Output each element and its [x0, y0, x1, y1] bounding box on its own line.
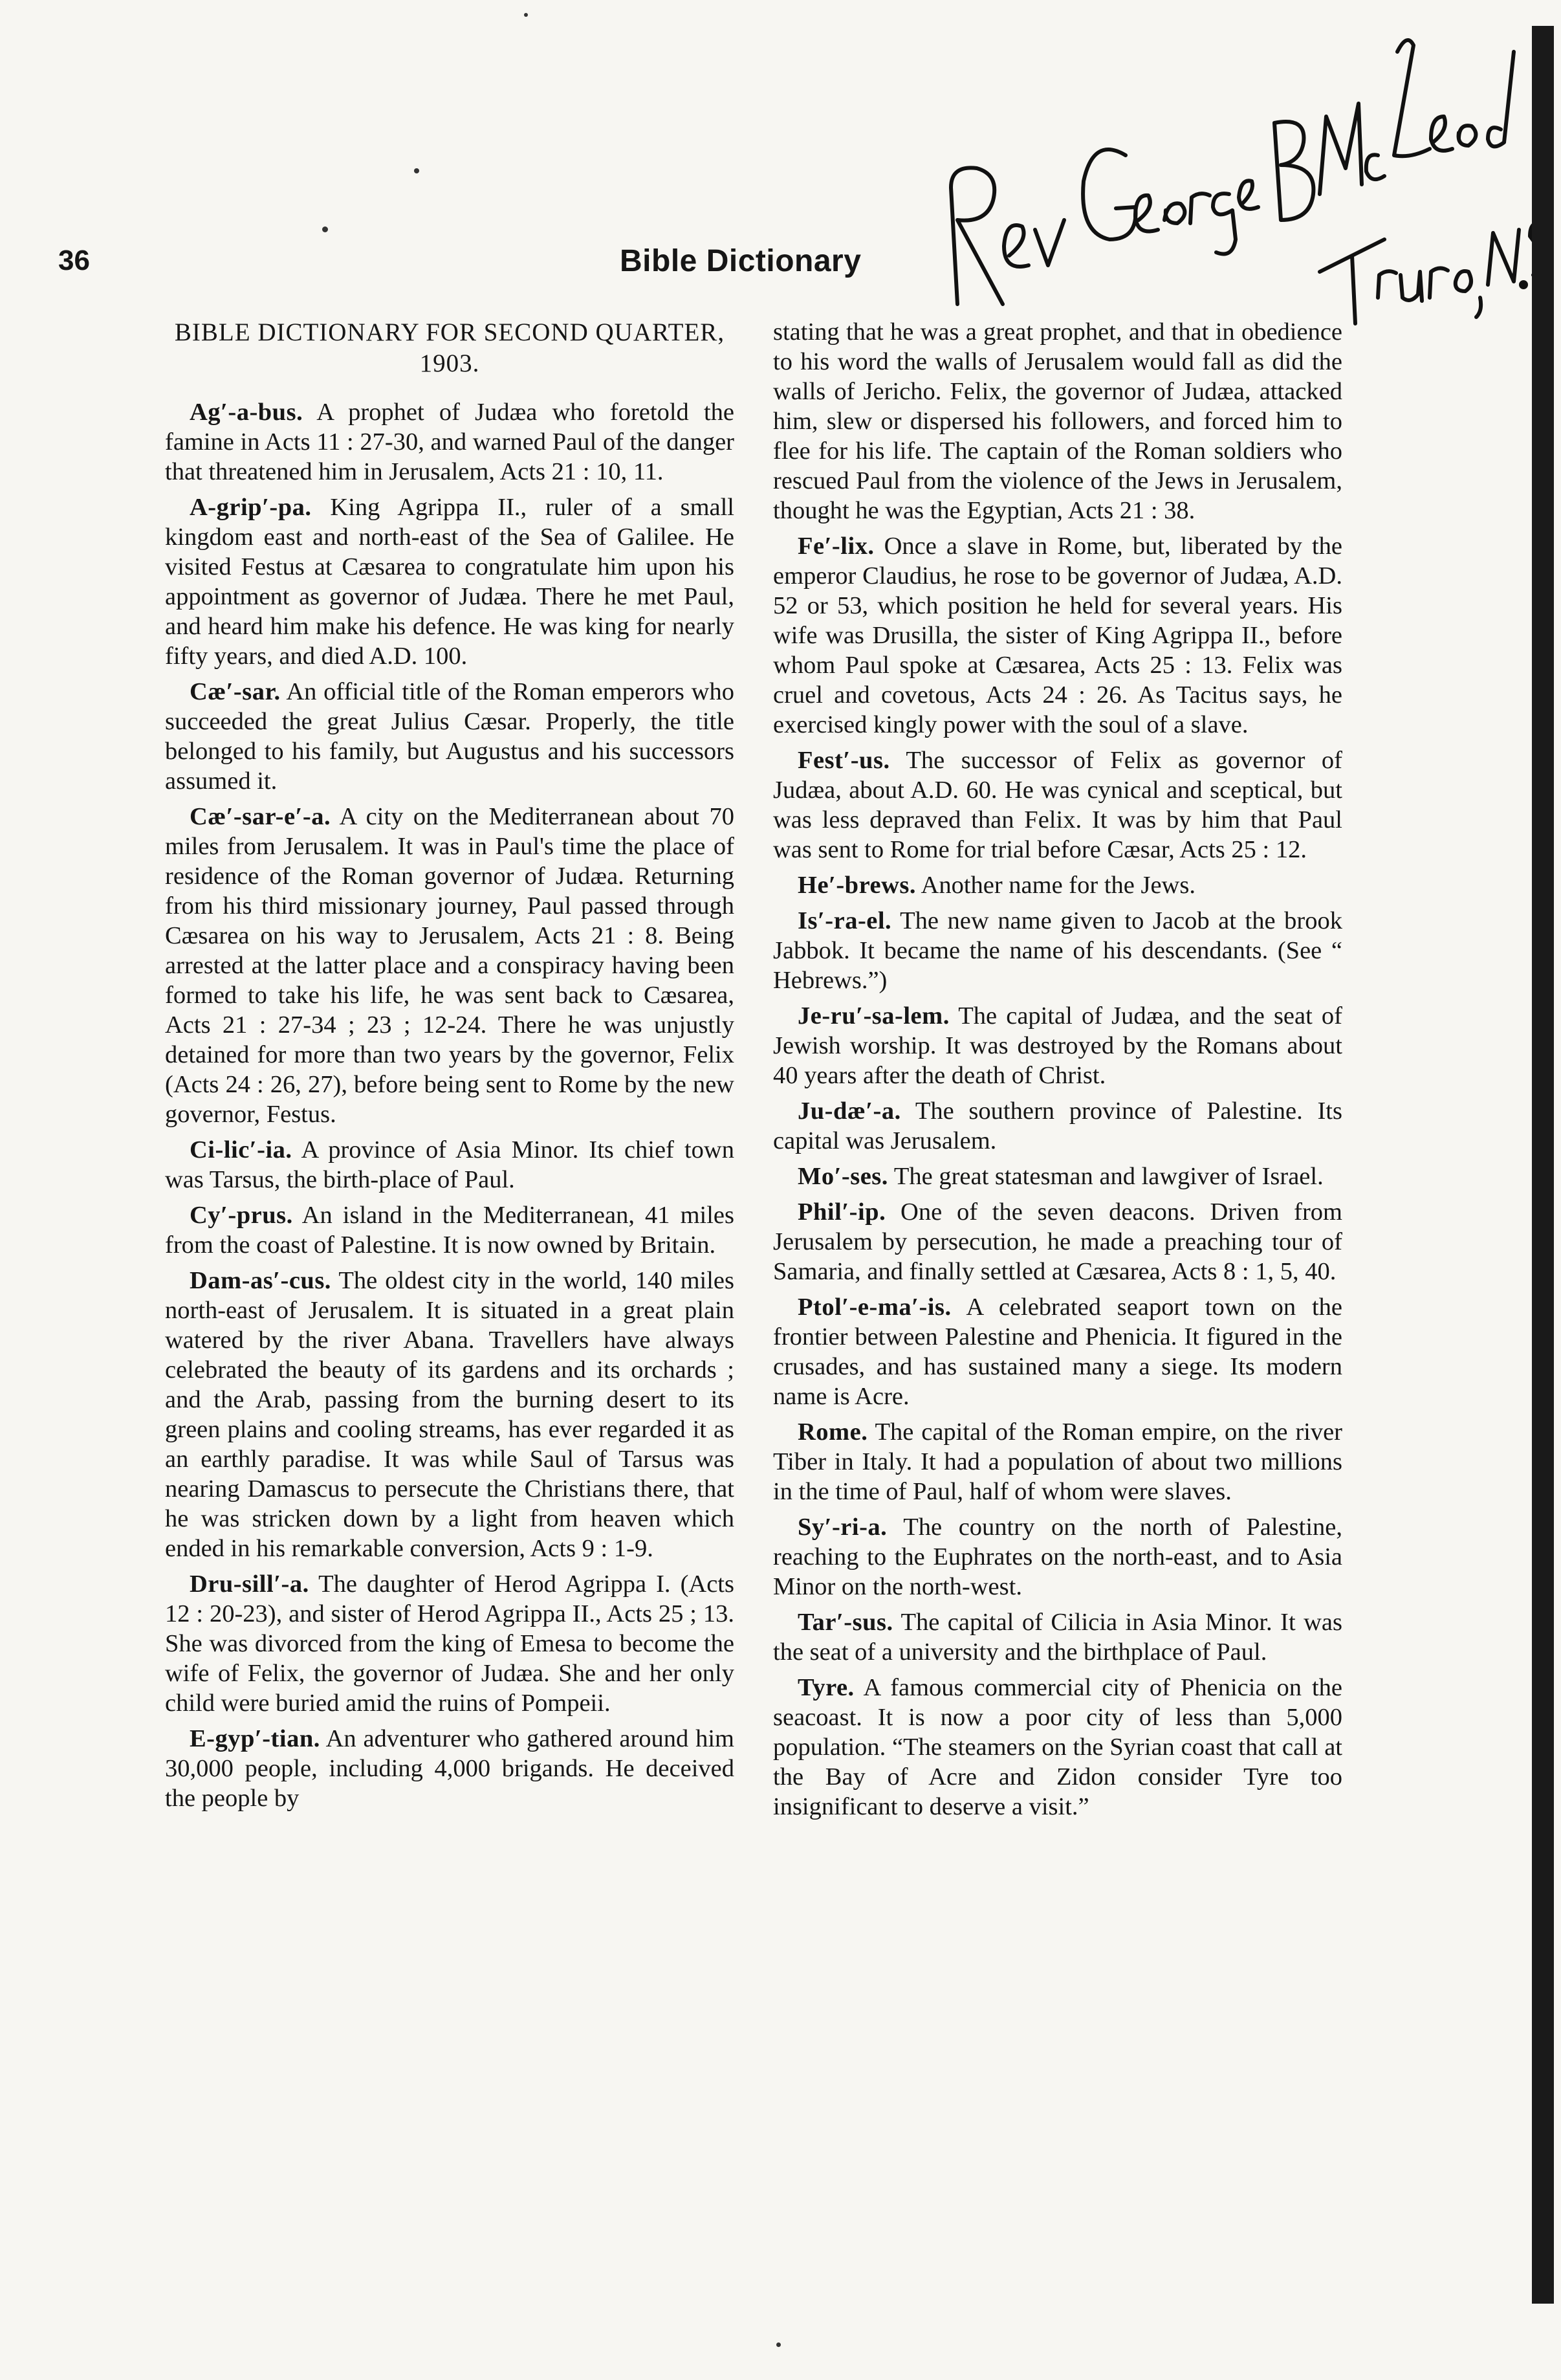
entry-definition: The capital of Judæa, and the seat of Jewish worship. It was destroyed by the Romans about 40 years after the death of Christ. [773, 1002, 1342, 1089]
entry-definition: A celebrated seaport town on the frontier between Palestine and Phenicia. It figured in the crusades, and has sustained many a siege. Its modern name is Acre. [773, 1294, 1342, 1410]
dictionary-entry [165, 802, 734, 1129]
entry-term: Cæ′-sar. [190, 678, 281, 705]
dictionary-entry [165, 677, 734, 796]
entry-term: Ptol′-e-ma′-is. [798, 1294, 952, 1321]
entry-term: Ju-dæ′-a. [798, 1097, 901, 1125]
entry-term: Je-ru′-sa-lem. [798, 1002, 950, 1030]
entry-term: Phil′-ip. [798, 1198, 886, 1226]
dictionary-entry [773, 1417, 1342, 1506]
entry-term: Cæ′-sar-e′-a. [190, 803, 331, 830]
entry-term: Rome. [798, 1418, 868, 1446]
entry-definition: The successor of Felix as governor of Judæa, about A.D. 60. He was cynical and sceptical, but was less depraved than Felix. It was by him that Paul was sent to Rome for trial before Cæsar, Acts 25 : 12. [773, 747, 1342, 863]
entry-term: He′-brews. [798, 872, 916, 899]
dictionary-entry [165, 397, 734, 487]
entry-term: Fest′-us. [798, 747, 890, 774]
dictionary-entry [773, 745, 1342, 865]
entry-definition: The southern province of Palestine. Its capital was Jerusalem. [773, 1097, 1342, 1154]
entry-definition: An adventurer who gathered around him 30,000 people, including 4,000 brigands. He deceived the people by [165, 1725, 734, 1812]
left-entries [165, 397, 734, 1813]
dictionary-entry [773, 531, 1342, 740]
running-title: Bible Dictionary [620, 244, 862, 278]
entry-definition: The capital of the Roman empire, on the river Tiber in Italy. It had a population of about two millions in the time of Paul, half of whom were slaves. [773, 1418, 1342, 1505]
scan-speck [776, 2342, 781, 2347]
dictionary-entry [773, 1292, 1342, 1411]
handwritten-signature [932, 26, 1553, 330]
entry-term: E-gyp′-tian. [190, 1725, 320, 1752]
entry-definition: One of the seven deacons. Driven from Jerusalem by persecution, he made a preaching tour of Samaria, and finally settled at Cæsarea, Acts 8 : 1, 5, 40. [773, 1198, 1343, 1285]
entry-definition: stating that he was a great prophet, and that in obedience to his word the walls of Jerusalem would fall as did the walls of Jericho. Felix, the governor of Judæa, attacked him, slew or dispersed his followers, and forced him to flee for his life. The captain of the Roman soldiers who rescued Paul from the violence of the Jews in Jerusalem, thought he was the Egyptian, Acts 21 : 38. [773, 318, 1342, 524]
dictionary-entry [773, 906, 1342, 995]
dictionary-entry [165, 1724, 734, 1813]
entry-term: Mo′-ses. [798, 1163, 888, 1190]
entry-term: Ci-lic′-ia. [190, 1136, 292, 1163]
right-column [773, 317, 1342, 1827]
entry-definition: The new name given to Jacob at the brook Jabbok. It became the name of his descendants. (See “ Hebrews.”) [773, 907, 1342, 994]
dictionary-entry [165, 1266, 734, 1563]
left-column [165, 317, 734, 1819]
entry-term: Sy′-ri-a. [798, 1514, 888, 1541]
dictionary-entry [773, 1001, 1342, 1090]
entry-definition: The capital of Cilicia in Asia Minor. It was the seat of a university and the birthplace of Paul. [773, 1609, 1342, 1666]
entry-definition: The daughter of Herod Agrippa I. (Acts 12 : 20-23), and sister of Herod Agrippa II., Acts 25 ; 13. She was divorced from the king of Emesa to become the wife of Felix, the governor of Judæa. She and her only child were buried amid the ruins of Pompeii. [165, 1570, 734, 1717]
dictionary-entry [773, 1197, 1342, 1286]
page-number: 36 [58, 245, 90, 276]
entry-definition: A prophet of Judæa who foretold the famine in Acts 11 : 27-30, and warned Paul of the danger that threatened him in Jerusalem, Acts 21 : 10, 11. [165, 399, 734, 485]
entry-definition: The country on the north of Palestine, reaching to the Euphrates on the north-east, and to Asia Minor on the north-west. [773, 1514, 1342, 1600]
entry-term: Fe′-lix. [798, 533, 875, 560]
entry-definition: A city on the Mediterranean about 70 miles from Jerusalem. It was in Paul's time the place of residence of the Roman governor of Judæa. Returning from his third missionary journey, Paul passed through Cæsarea on his way to Jerusalem, Acts 21 : 8. Being arrested at the latter place and a conspiracy having been formed to take his life, he was sent back to Cæsarea, Acts 21 : 27-34 ; 23 ; 12-24. There he was unjustly detained for more than two years by the governor, Felix (Acts 24 : 26, 27), before being sent to Rome by the new governor, Festus. [165, 803, 734, 1128]
dictionary-entry [773, 1162, 1342, 1191]
entry-definition: The oldest city in the world, 140 miles north-east of Jerusalem. It is situated in a great plain watered by the river Abana. Travellers have always celebrated the beauty of its gardens and its orchards ; and the Arab, passing from the burning desert to its green plains and cooling streams, has ever regarded it as an earthly paradise. It was while Saul of Tarsus was nearing Damascus to persecute the Christians there, that he was stricken down by a light from heaven which ended in his remarkable conversion, Acts 9 : 1-9. [165, 1267, 734, 1562]
entry-term: Dam-as′-cus. [190, 1267, 331, 1294]
entry-definition: An island in the Mediterranean, 41 miles from the coast of Palestine. It is now owned by Britain. [165, 1202, 734, 1259]
entry-definition: An official title of the Roman emperors who succeeded the great Julius Cæsar. Properly, the title belonged to his family, but Augustus and his successors assumed it. [165, 678, 734, 795]
dictionary-entry [165, 1569, 734, 1718]
entry-definition: The great statesman and lawgiver of Israel. [893, 1163, 1324, 1190]
entry-term: A-grip′-pa. [190, 494, 312, 521]
dictionary-entry [165, 1200, 734, 1260]
dictionary-entry [773, 1096, 1342, 1156]
entry-definition: Once a slave in Rome, but, liberated by the emperor Claudius, he rose to be governor of Judæa, A.D. 52 or 53, which position he held for several years. His wife was Drusilla, the sister of King Agrippa II., before whom Paul spoke at Cæsarea, Acts 25 : 13. Felix was cruel and covetous, Acts 24 : 26. As Tacitus says, he exercised kingly power with the soul of a slave. [773, 533, 1343, 738]
dictionary-entry [773, 870, 1342, 900]
entry-term: Tyre. [798, 1674, 855, 1701]
entry-definition: A famous commercial city of Phenicia on the seacoast. It is now a poor city of less than 5,000 population. “The steamers on the Syrian coast that call at the Bay of Acre and Zidon consider Tyre too insignificant to deserve a visit.” [773, 1674, 1342, 1820]
scan-speck [322, 226, 328, 232]
dictionary-entry [773, 1607, 1342, 1667]
entry-term: Dru-sill′-a. [190, 1570, 309, 1598]
entry-term: Is′-ra-el. [798, 907, 892, 934]
scan-edge-bar [1532, 26, 1554, 2304]
right-entries [773, 317, 1342, 1822]
scan-speck [524, 13, 528, 17]
dictionary-entry [773, 1512, 1342, 1602]
dictionary-entry [773, 317, 1342, 525]
entry-term: Cy′-prus. [190, 1202, 293, 1229]
entry-term: Ag′-a-bus. [190, 399, 303, 426]
dictionary-entry [165, 1135, 734, 1195]
entry-definition: King Agrippa II., ruler of a small kingdom east and north-east of the Sea of Galilee. He visited Festus at Cæsarea to congratulate him upon his appointment as governor of Judæa. There he met Paul, and heard him make his defence. He was king for nearly fifty years, and died A.D. 100. [165, 494, 735, 670]
entry-definition: Another name for the Jews. [921, 872, 1195, 899]
dictionary-entry [165, 492, 734, 671]
scan-speck [414, 168, 419, 173]
entry-term: Tar′-sus. [798, 1609, 893, 1636]
section-title: BIBLE DICTIONARY FOR SECOND QUARTER, 1903. [174, 318, 725, 377]
dictionary-entry [773, 1673, 1342, 1822]
entry-definition: A province of Asia Minor. Its chief town was Tarsus, the birth-place of Paul. [165, 1136, 734, 1193]
